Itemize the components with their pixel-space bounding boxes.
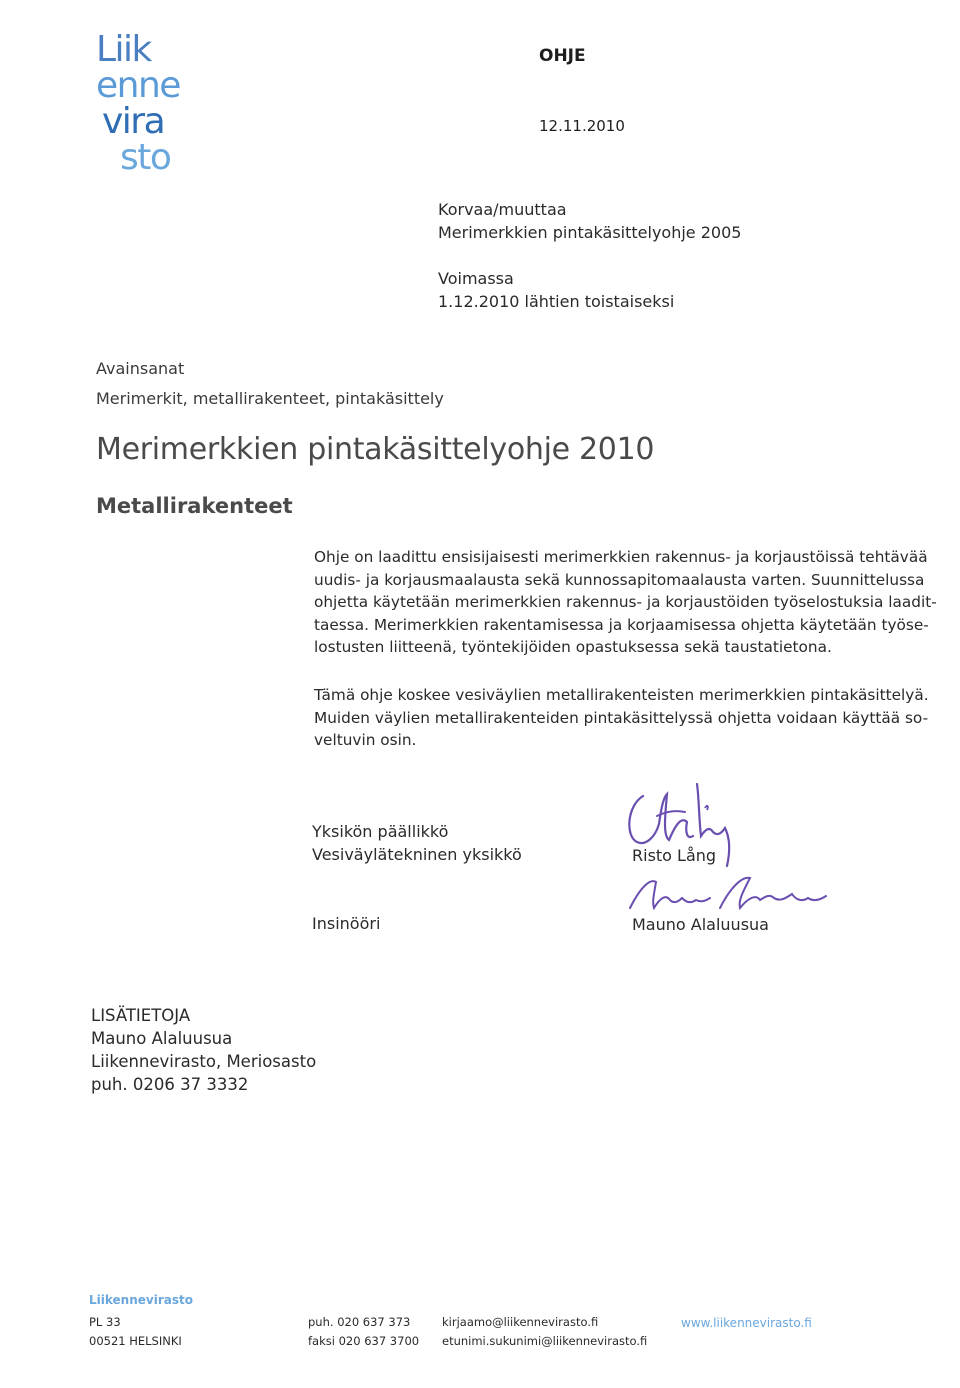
document-title: Merimerkkien pintakäsittelyohje 2010: [96, 432, 655, 467]
footer-website-link[interactable]: www.liikennevirasto.fi: [681, 1316, 812, 1330]
signer-1-name: Risto Lång: [632, 846, 717, 865]
document-type: OHJE: [539, 46, 586, 66]
intro-paragraph: [314, 546, 937, 659]
footer-po-box: PL 33: [89, 1315, 121, 1329]
valid-value: 1.12.2010 lähtien toistaiseksi: [438, 292, 675, 311]
paragraph-line: veltuvin osin.: [314, 731, 417, 749]
footer-emails: [442, 1313, 647, 1351]
scope-paragraph: [314, 684, 929, 752]
footer-phones: [308, 1313, 419, 1351]
footer-fax: faksi 020 637 3700: [308, 1334, 420, 1348]
paragraph-line: ohjetta käytetään merimerkkien rakennus- ja korjaustöiden työselostuksia laadit-: [314, 593, 937, 611]
more-info-heading: LISÄTIETOJA: [91, 1006, 191, 1025]
paragraph-line: taessa. Merimerkkien rakentamisessa ja korjaamisessa ohjetta käytetään työse-: [314, 615, 929, 634]
signer-2-name: Mauno Alaluusua: [632, 915, 769, 934]
valid-label: Voimassa: [438, 269, 514, 288]
keywords-label: Avainsanat: [96, 359, 185, 378]
replaces-value: Merimerkkien pintakäsittelyohje 2005: [438, 223, 742, 242]
footer-address: [89, 1313, 182, 1351]
paragraph-line: lostusten liitteenä, työntekijöiden opastuksessa sekä taustatietona.: [314, 638, 832, 656]
logo-line-1: Liik: [96, 29, 151, 70]
footer-phone: puh. 020 637 373: [308, 1315, 411, 1329]
agency-logo: [96, 29, 226, 178]
signer-1-unit: Vesiväylätekninen yksikkö: [312, 845, 522, 864]
signature-mauno-alaluusua: [620, 868, 840, 918]
footer-brand: Liikennevirasto: [89, 1293, 193, 1307]
logo-line-2: enne: [96, 65, 180, 106]
contact-name: Mauno Alaluusua: [91, 1029, 233, 1048]
more-info-block: [91, 1004, 316, 1096]
paragraph-line: Ohje on laadittu ensisijaisesti merimerkkien rakennus- ja korjaustöissä tehtävää: [314, 548, 928, 566]
signer-1-role: Yksikön päällikkö: [312, 822, 449, 841]
replaces-block: [438, 198, 741, 244]
signer-1-roles: [312, 820, 522, 866]
contact-organization: Liikennevirasto, Meriosasto: [91, 1052, 317, 1071]
document-date: 12.11.2010: [539, 117, 625, 135]
footer-email-pattern: etunimi.sukunimi@liikennevirasto.fi: [442, 1334, 648, 1348]
keywords-value: Merimerkit, metallirakenteet, pintakäsittely: [96, 389, 444, 408]
paragraph-line: uudis- ja korjausmaalausta sekä kunnossapitomaalausta varten. Suunnittelussa: [314, 570, 925, 589]
footer-postal-code: 00521 HELSINKI: [89, 1334, 182, 1348]
valid-block: [438, 267, 674, 313]
paragraph-line: Tämä ohje koskee vesiväylien metallirakenteisten merimerkkien pintakäsittelyä.: [314, 686, 929, 704]
replaces-label: Korvaa/muuttaa: [438, 200, 567, 219]
signer-2-role: Insinööri: [312, 914, 381, 933]
document-subtitle: Metallirakenteet: [96, 494, 293, 518]
contact-phone: puh. 0206 37 3332: [91, 1075, 249, 1094]
paragraph-line: Muiden väylien metallirakenteiden pintakäsittelyssä ohjetta voidaan käyttää so-: [314, 708, 929, 727]
logo-line-3: vira: [102, 101, 165, 142]
logo-line-4: sto: [120, 137, 171, 178]
footer-email-registry[interactable]: kirjaamo@liikennevirasto.fi: [442, 1315, 599, 1329]
